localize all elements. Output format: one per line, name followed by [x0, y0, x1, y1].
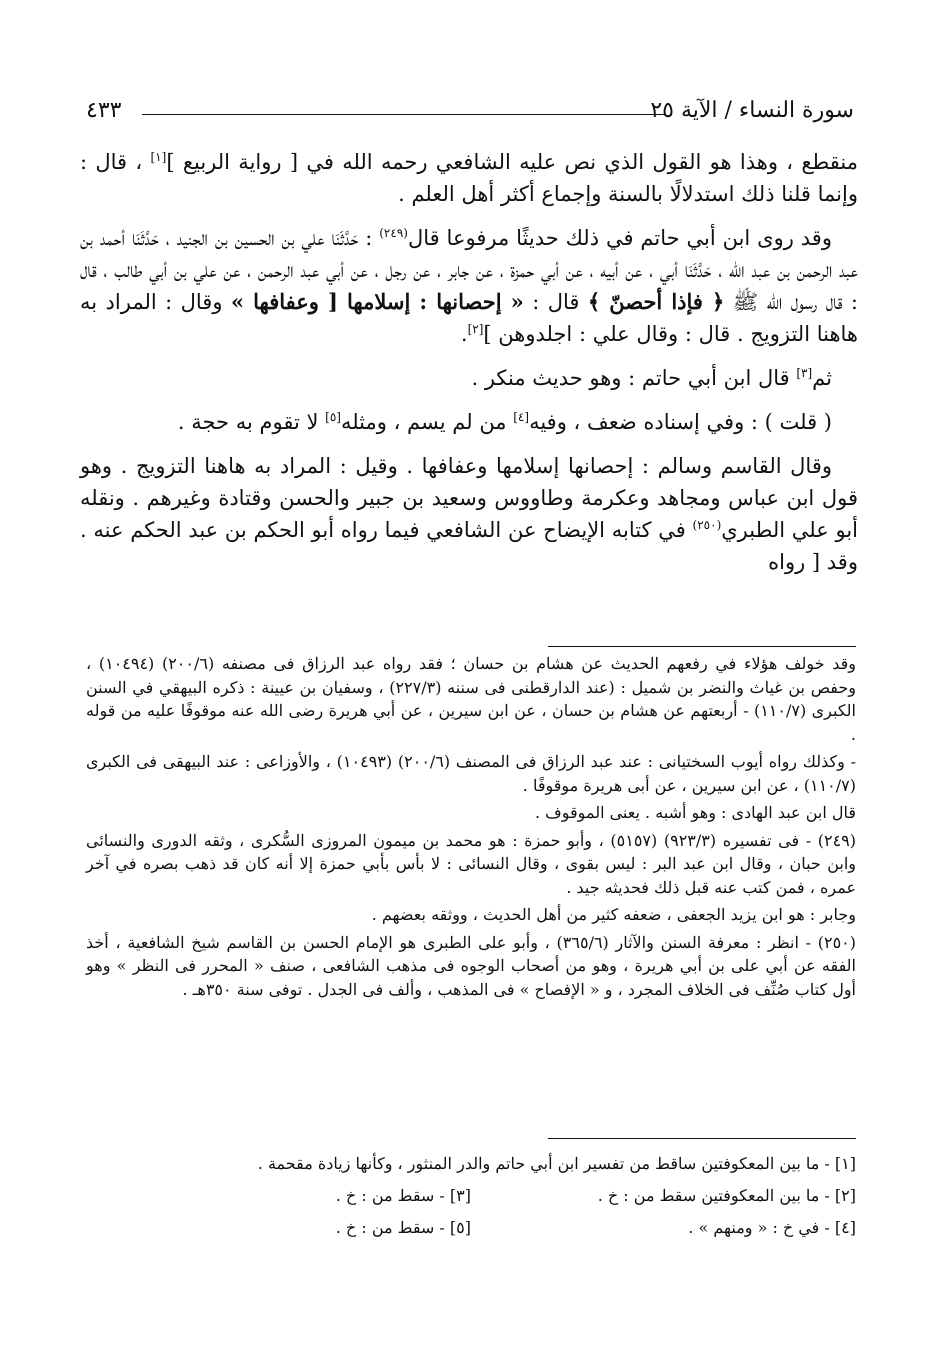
p4-text-b: من لم يسم ، ومثله	[340, 410, 514, 434]
main-text	[80, 146, 858, 590]
p5-text-a: وقال القاسم وسالم : إحصانها إسلامها وعفافها . وقيل : المراد به هاهنا التزويج . وهو قول ابن عباس ومجاهد وعكرمة وطاووس وسعيد بن جبير والحسن وقتادة وغيرهم . ونقله أبو علي الطبري	[80, 454, 859, 542]
paragraph-4	[80, 406, 858, 438]
footnote-text: - وكذلك رواه أيوب السختيانى : عند عبد الرزاق فى المصنف (٢٠٠/٦) (١٠٤٩٣) ، والأوزاعى : عند البيهقى فى الكبرى (١١٠/٧) ، عن ابن سيرين ، عن أبى هريرة موقوفًا .	[86, 752, 857, 795]
editor-note-1: [١] - ما بين المعكوفتين ساقط من تفسير ابن أبي حاتم والدر المنثور ، وكأنها زيادة مقحمة .	[257, 1154, 856, 1173]
footnote-249: (٢٤٩) - فى تفسيره (٩٢٣/٣) (٥١٥٧) ، وأبو حمزة : هو محمد بن ميمون المروزى السُّكرى ، وثقه الدورى والنسائى وابن حبان ، وقال ابن عبد البر : ليس بقوى ، وقال النسائى : لا بأس بأبي حمزة إلا أنه كان قد ذهب بصره في آخر عمره ، فمن كتب عنه قبل ذلك فحديثه جيد .	[86, 830, 857, 897]
running-title: سورة النساء / الآية ٢٥	[650, 98, 854, 123]
p3-text-a: ثم	[812, 366, 832, 390]
editor-notes	[86, 1148, 856, 1244]
footnote-250: (٢٥٠) - انظر : معرفة السنن والآثار (٣٦٥/٦) ، وأبو على الطبرى هو الإمام الحسن بن القاسم شيخ الشافعية ، أخذ الفقه عن أبي على بن أبي هريرة ، وهو من أصحاب الوجوه فى مذهب الشافعى ، صنف « المحرر فى النظر » وهو أول كتاب صُنِّف فى الخلاف المجرد ، و « الإفصاح » فى المذهب ، وألف فى الجدل . توفى سنة ٣٥٠هـ .	[86, 932, 857, 999]
editor-note-ref: [٢]	[467, 322, 484, 336]
p4-text-c: لا تقوم به حجة .	[177, 410, 326, 434]
page-header	[86, 96, 854, 130]
p2-text-a: وقد روى ابن أبي حاتم في ذلك حديثًا مرفوعا قال	[407, 226, 832, 250]
footnote-ref: (٢٤٩)	[379, 226, 408, 240]
header-rule	[142, 114, 664, 115]
editor-note-5: [٥] - سقط من : خ .	[335, 1218, 471, 1237]
footnote-text: وقد خولف هؤلاء في رفعهم الحديث عن هشام بن حسان ؛ فقد رواه عبد الرزاق فى مصنفه (٢٠٠/٦) (١٠٤٩٤) ، وحفص بن غياث والنضر بن شميل : (عند الدارقطنى فى سننه (٢٢٧/٣) ، وسفيان بن عيينة : ذكره البيهقي في السنن الكبرى (١١٠/٧) - أربعتهم عن هشام بن حسان ، عن ابن سيرين ، عن أبي هريرة رضى الله عنه موقوفًا عليه من قوله .	[86, 654, 857, 744]
footnote-rule	[548, 646, 856, 647]
footnote-text: قال ابن عبد الهادى : وهو أشبه . يعنى الموقوف .	[535, 803, 856, 822]
p1-text: منقطع ، وهذا هو القول الذي نص عليه الشافعي رحمه الله في [ رواية الربيع ]	[166, 150, 858, 174]
quran-quote: ﴿ فإذا أحصنّ ﴾	[587, 289, 725, 314]
paragraph-1	[80, 146, 858, 210]
editor-notes-row	[86, 1212, 856, 1244]
p2-text-e: .	[460, 322, 468, 346]
p5-text-b: في كتابه الإيضاح عن الشافعي فيما رواه أبو الحكم بن عبد الحكم عنه . وقد [ رواه	[80, 518, 858, 574]
editor-notes-row	[86, 1180, 856, 1212]
footnotes	[86, 652, 856, 1005]
editor-note-ref: [٤]	[513, 410, 530, 424]
editor-note-2: [٢] - ما بين المعكوفتين سقط من : خ .	[597, 1186, 856, 1205]
p2-text-c: قال :	[523, 290, 588, 314]
p2-text-d: وقال : المراد به هاهنا التزويج . قال : وقال علي : اجلدوهن ]	[80, 290, 858, 346]
paragraph-3	[80, 362, 858, 394]
editor-note-ref: [٥]	[325, 410, 341, 424]
editor-note-4: [٤] - في خ : « ومنهم » .	[688, 1218, 856, 1237]
editor-note-3: [٣] - سقط من : خ .	[335, 1186, 471, 1205]
editor-notes-rule	[548, 1138, 856, 1139]
p4-text-a: ( قلت ) : وفي إسناده ضعف ، وفيه	[529, 410, 832, 434]
p1-end: ، قال : وإنما قلنا ذلك استدلالًا بالسنة وإجماع أكثر أهل العلم .	[80, 150, 858, 206]
footnote-text: وجابر : هو ابن يزيد الجعفى ، ضعفه كثير من أهل الحديث ، ووثقه بعضهم .	[371, 905, 856, 924]
p3-text-b: قال ابن أبي حاتم : وهو حديث منكر .	[471, 366, 797, 390]
paragraph-5	[80, 450, 858, 578]
editor-note-ref: [١]	[150, 150, 167, 164]
editor-note-ref: [٣]	[796, 366, 813, 380]
paragraph-2	[80, 222, 858, 350]
hadith-quote: « إحصانها : إسلامها [ وعفافها »	[230, 289, 524, 314]
footnote-ref: (٢٥٠)	[692, 518, 722, 532]
page-number: ٤٣٣	[86, 98, 122, 123]
p2-text-b: : حَدَّثَنَا علي بن الحسين بن الجنيد ، حَدَّثَنَا أحمد بن عبد الرحمن بن عبد الله ، حَدَّثَنَا أبي ، عن أبيه ، عن أبي حمزة ، عن جابر ، عن رجل ، عن أبي عبد الرحمن ، عن علي بن أبي طالب ، قال : قال رسول الله ﷺ	[80, 226, 858, 314]
